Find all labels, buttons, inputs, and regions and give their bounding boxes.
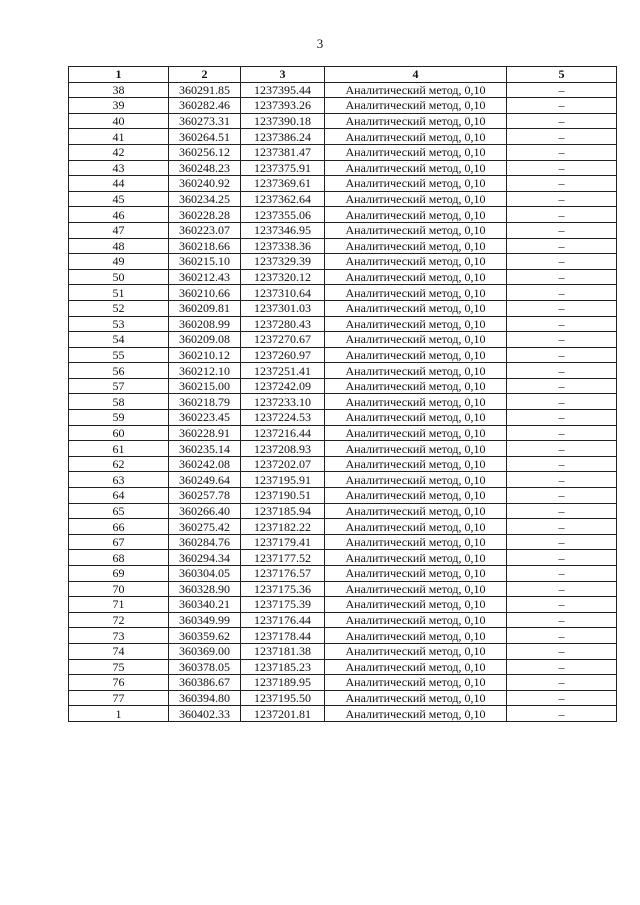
table-row — [69, 191, 617, 207]
table-cell-col-3: 1237338.36 — [241, 238, 325, 254]
table-cell-col-5: – — [507, 472, 617, 488]
table-cell-col-4: Аналитический метод, 0,10 — [325, 113, 507, 129]
table-cell-col-4: Аналитический метод, 0,10 — [325, 488, 507, 504]
table-cell-col-3: 1237224.53 — [241, 410, 325, 426]
table-cell-col-4: Аналитический метод, 0,10 — [325, 597, 507, 613]
table-cell-col-5: – — [507, 363, 617, 379]
table-cell-col-2: 360218.79 — [169, 394, 241, 410]
table-cell-col-2: 360282.46 — [169, 98, 241, 114]
table-cell-col-5: – — [507, 98, 617, 114]
table-cell-col-3: 1237381.47 — [241, 144, 325, 160]
table-cell-col-3: 1237346.95 — [241, 222, 325, 238]
table-cell-col-2: 360257.78 — [169, 488, 241, 504]
table-cell-col-1: 39 — [69, 98, 169, 114]
table-cell-col-4: Аналитический метод, 0,10 — [325, 207, 507, 223]
table-cell-col-4: Аналитический метод, 0,10 — [325, 566, 507, 582]
table-cell-col-2: 360284.76 — [169, 534, 241, 550]
table-row — [69, 300, 617, 316]
table-cell-col-2: 360235.14 — [169, 441, 241, 457]
table-row — [69, 597, 617, 613]
table-row — [69, 534, 617, 550]
table-cell-col-2: 360208.99 — [169, 316, 241, 332]
table-row — [69, 628, 617, 644]
table-cell-col-4: Аналитический метод, 0,10 — [325, 160, 507, 176]
table-cell-col-5: – — [507, 519, 617, 535]
table-cell-col-3: 1237260.97 — [241, 347, 325, 363]
table-row — [69, 82, 617, 98]
header-cell-2: 2 — [169, 67, 241, 83]
table-cell-col-2: 360215.10 — [169, 254, 241, 270]
table-row — [69, 566, 617, 582]
table-cell-col-4: Аналитический метод, 0,10 — [325, 503, 507, 519]
table-cell-col-4: Аналитический метод, 0,10 — [325, 129, 507, 145]
table-row — [69, 316, 617, 332]
table-row — [69, 456, 617, 472]
table-cell-col-4: Аналитический метод, 0,10 — [325, 612, 507, 628]
table-cell-col-3: 1237369.61 — [241, 176, 325, 192]
table-cell-col-1: 56 — [69, 363, 169, 379]
table-cell-col-5: – — [507, 597, 617, 613]
table-cell-col-4: Аналитический метод, 0,10 — [325, 425, 507, 441]
table-cell-col-3: 1237202.07 — [241, 456, 325, 472]
table-body — [69, 82, 617, 721]
table-cell-col-4: Аналитический метод, 0,10 — [325, 534, 507, 550]
table-cell-col-4: Аналитический метод, 0,10 — [325, 347, 507, 363]
table-cell-col-3: 1237185.23 — [241, 659, 325, 675]
table-cell-col-5: – — [507, 332, 617, 348]
table-cell-col-5: – — [507, 129, 617, 145]
table-cell-col-2: 360349.99 — [169, 612, 241, 628]
table-row — [69, 690, 617, 706]
table-cell-col-3: 1237320.12 — [241, 269, 325, 285]
table-cell-col-5: – — [507, 269, 617, 285]
table-row — [69, 285, 617, 301]
table-cell-col-3: 1237175.36 — [241, 581, 325, 597]
table-cell-col-3: 1237177.52 — [241, 550, 325, 566]
table-cell-col-2: 360386.67 — [169, 675, 241, 691]
table-cell-col-1: 51 — [69, 285, 169, 301]
header-cell-3: 3 — [241, 67, 325, 83]
table-cell-col-5: – — [507, 254, 617, 270]
table-cell-col-3: 1237216.44 — [241, 425, 325, 441]
table-cell-col-5: – — [507, 113, 617, 129]
table-cell-col-3: 1237195.50 — [241, 690, 325, 706]
table-cell-col-2: 360212.43 — [169, 269, 241, 285]
table-row — [69, 332, 617, 348]
table-cell-col-1: 75 — [69, 659, 169, 675]
table-cell-col-4: Аналитический метод, 0,10 — [325, 222, 507, 238]
table-cell-col-4: Аналитический метод, 0,10 — [325, 550, 507, 566]
table-cell-col-3: 1237242.09 — [241, 378, 325, 394]
table-cell-col-1: 72 — [69, 612, 169, 628]
table-cell-col-3: 1237182.22 — [241, 519, 325, 535]
table-cell-col-4: Аналитический метод, 0,10 — [325, 254, 507, 270]
table-row — [69, 643, 617, 659]
table-cell-col-1: 71 — [69, 597, 169, 613]
table-cell-col-2: 360223.07 — [169, 222, 241, 238]
table-cell-col-4: Аналитический метод, 0,10 — [325, 394, 507, 410]
table-cell-col-3: 1237176.57 — [241, 566, 325, 582]
table-row — [69, 612, 617, 628]
table-cell-col-4: Аналитический метод, 0,10 — [325, 269, 507, 285]
table-row — [69, 659, 617, 675]
table-cell-col-1: 57 — [69, 378, 169, 394]
table-cell-col-1: 74 — [69, 643, 169, 659]
table-cell-col-1: 77 — [69, 690, 169, 706]
table-cell-col-3: 1237386.24 — [241, 129, 325, 145]
table-cell-col-5: – — [507, 503, 617, 519]
table-cell-col-3: 1237189.95 — [241, 675, 325, 691]
table-cell-col-3: 1237185.94 — [241, 503, 325, 519]
table-cell-col-5: – — [507, 425, 617, 441]
table-cell-col-1: 64 — [69, 488, 169, 504]
table-cell-col-4: Аналитический метод, 0,10 — [325, 144, 507, 160]
table-cell-col-5: – — [507, 550, 617, 566]
table-cell-col-3: 1237301.03 — [241, 300, 325, 316]
table-cell-col-1: 41 — [69, 129, 169, 145]
table-cell-col-4: Аналитический метод, 0,10 — [325, 316, 507, 332]
table-cell-col-1: 50 — [69, 269, 169, 285]
table-cell-col-5: – — [507, 378, 617, 394]
table-cell-col-5: – — [507, 456, 617, 472]
table-cell-col-5: – — [507, 207, 617, 223]
table-cell-col-3: 1237362.64 — [241, 191, 325, 207]
table-row — [69, 98, 617, 114]
table-cell-col-3: 1237179.41 — [241, 534, 325, 550]
table-row — [69, 581, 617, 597]
table-cell-col-5: – — [507, 176, 617, 192]
table-cell-col-5: – — [507, 191, 617, 207]
table-cell-col-4: Аналитический метод, 0,10 — [325, 581, 507, 597]
table-cell-col-3: 1237251.41 — [241, 363, 325, 379]
table-cell-col-3: 1237175.39 — [241, 597, 325, 613]
table-cell-col-4: Аналитический метод, 0,10 — [325, 238, 507, 254]
table-cell-col-3: 1237355.06 — [241, 207, 325, 223]
table-cell-col-1: 65 — [69, 503, 169, 519]
table-cell-col-1: 69 — [69, 566, 169, 582]
table-cell-col-4: Аналитический метод, 0,10 — [325, 659, 507, 675]
table-cell-col-2: 360209.08 — [169, 332, 241, 348]
table-cell-col-5: – — [507, 144, 617, 160]
table-row — [69, 176, 617, 192]
table-row — [69, 347, 617, 363]
header-row — [69, 67, 617, 83]
table-cell-col-2: 360291.85 — [169, 82, 241, 98]
table-cell-col-2: 360275.42 — [169, 519, 241, 535]
table-cell-col-5: – — [507, 612, 617, 628]
table-cell-col-1: 67 — [69, 534, 169, 550]
table-cell-col-4: Аналитический метод, 0,10 — [325, 675, 507, 691]
table-cell-col-2: 360242.08 — [169, 456, 241, 472]
table-cell-col-3: 1237195.91 — [241, 472, 325, 488]
table-cell-col-3: 1237310.64 — [241, 285, 325, 301]
table-cell-col-1: 49 — [69, 254, 169, 270]
table-cell-col-2: 360215.00 — [169, 378, 241, 394]
table-cell-col-5: – — [507, 441, 617, 457]
table-cell-col-4: Аналитический метод, 0,10 — [325, 285, 507, 301]
table-row — [69, 425, 617, 441]
table-cell-col-5: – — [507, 394, 617, 410]
table-cell-col-4: Аналитический метод, 0,10 — [325, 363, 507, 379]
table-row — [69, 550, 617, 566]
table-cell-col-2: 360228.28 — [169, 207, 241, 223]
table-cell-col-2: 360359.62 — [169, 628, 241, 644]
table-cell-col-2: 360402.33 — [169, 706, 241, 722]
table-cell-col-1: 42 — [69, 144, 169, 160]
coordinates-table — [68, 66, 617, 722]
table-cell-col-2: 360248.23 — [169, 160, 241, 176]
table-row — [69, 488, 617, 504]
table-cell-col-1: 38 — [69, 82, 169, 98]
table-cell-col-1: 60 — [69, 425, 169, 441]
table-cell-col-4: Аналитический метод, 0,10 — [325, 441, 507, 457]
table-cell-col-4: Аналитический метод, 0,10 — [325, 519, 507, 535]
table-cell-col-5: – — [507, 222, 617, 238]
table-row — [69, 238, 617, 254]
table-cell-col-2: 360210.66 — [169, 285, 241, 301]
table-row — [69, 706, 617, 722]
table-cell-col-4: Аналитический метод, 0,10 — [325, 191, 507, 207]
table-row — [69, 129, 617, 145]
table-cell-col-4: Аналитический метод, 0,10 — [325, 410, 507, 426]
header-cell-5: 5 — [507, 67, 617, 83]
table-cell-col-5: – — [507, 659, 617, 675]
table-cell-col-1: 52 — [69, 300, 169, 316]
table-row — [69, 410, 617, 426]
table-cell-col-4: Аналитический метод, 0,10 — [325, 332, 507, 348]
table-cell-col-1: 73 — [69, 628, 169, 644]
table-cell-col-5: – — [507, 488, 617, 504]
table-cell-col-2: 360304.05 — [169, 566, 241, 582]
table-row — [69, 207, 617, 223]
table-row — [69, 222, 617, 238]
table-cell-col-1: 53 — [69, 316, 169, 332]
table-cell-col-3: 1237280.43 — [241, 316, 325, 332]
table-cell-col-5: – — [507, 285, 617, 301]
table-cell-col-5: – — [507, 82, 617, 98]
table-cell-col-4: Аналитический метод, 0,10 — [325, 456, 507, 472]
table-cell-col-5: – — [507, 581, 617, 597]
table-cell-col-3: 1237393.26 — [241, 98, 325, 114]
table-cell-col-3: 1237375.91 — [241, 160, 325, 176]
table-cell-col-1: 47 — [69, 222, 169, 238]
table-cell-col-1: 70 — [69, 581, 169, 597]
table-cell-col-4: Аналитический метод, 0,10 — [325, 378, 507, 394]
table-cell-col-1: 58 — [69, 394, 169, 410]
table-cell-col-2: 360210.12 — [169, 347, 241, 363]
table-cell-col-5: – — [507, 410, 617, 426]
table-cell-col-4: Аналитический метод, 0,10 — [325, 643, 507, 659]
table-cell-col-2: 360340.21 — [169, 597, 241, 613]
table-cell-col-4: Аналитический метод, 0,10 — [325, 706, 507, 722]
table-cell-col-3: 1237178.44 — [241, 628, 325, 644]
table-cell-col-1: 1 — [69, 706, 169, 722]
table-cell-col-2: 360369.00 — [169, 643, 241, 659]
table-row — [69, 394, 617, 410]
table-cell-col-3: 1237208.93 — [241, 441, 325, 457]
table-row — [69, 503, 617, 519]
table-cell-col-5: – — [507, 690, 617, 706]
table-cell-col-1: 43 — [69, 160, 169, 176]
table-cell-col-1: 45 — [69, 191, 169, 207]
table-cell-col-2: 360249.64 — [169, 472, 241, 488]
table-cell-col-4: Аналитический метод, 0,10 — [325, 98, 507, 114]
table-cell-col-2: 360328.90 — [169, 581, 241, 597]
table-cell-col-3: 1237201.81 — [241, 706, 325, 722]
table-cell-col-5: – — [507, 675, 617, 691]
table-cell-col-1: 59 — [69, 410, 169, 426]
table-cell-col-5: – — [507, 300, 617, 316]
table-cell-col-5: – — [507, 347, 617, 363]
table-cell-col-5: – — [507, 160, 617, 176]
table-row — [69, 160, 617, 176]
table-row — [69, 113, 617, 129]
table-row — [69, 269, 617, 285]
table-cell-col-2: 360234.25 — [169, 191, 241, 207]
table-cell-col-2: 360266.40 — [169, 503, 241, 519]
table-cell-col-2: 360256.12 — [169, 144, 241, 160]
page-number: 3 — [316, 36, 324, 51]
table-cell-col-1: 48 — [69, 238, 169, 254]
table-header — [69, 67, 617, 83]
table-cell-col-5: – — [507, 706, 617, 722]
table-cell-col-4: Аналитический метод, 0,10 — [325, 628, 507, 644]
table-cell-col-2: 360218.66 — [169, 238, 241, 254]
table-cell-col-2: 360228.91 — [169, 425, 241, 441]
table-cell-col-2: 360273.31 — [169, 113, 241, 129]
table-cell-col-1: 63 — [69, 472, 169, 488]
table-cell-col-3: 1237329.39 — [241, 254, 325, 270]
table-row — [69, 472, 617, 488]
table-cell-col-3: 1237176.44 — [241, 612, 325, 628]
table-row — [69, 144, 617, 160]
header-cell-4: 4 — [325, 67, 507, 83]
table-cell-col-4: Аналитический метод, 0,10 — [325, 176, 507, 192]
table-cell-col-1: 55 — [69, 347, 169, 363]
table-cell-col-5: – — [507, 238, 617, 254]
table-row — [69, 441, 617, 457]
table-cell-col-1: 61 — [69, 441, 169, 457]
header-cell-1: 1 — [69, 67, 169, 83]
table-cell-col-5: – — [507, 628, 617, 644]
table-cell-col-1: 76 — [69, 675, 169, 691]
table-cell-col-3: 1237390.18 — [241, 113, 325, 129]
table-cell-col-3: 1237190.51 — [241, 488, 325, 504]
table-row — [69, 378, 617, 394]
table-cell-col-4: Аналитический метод, 0,10 — [325, 690, 507, 706]
table-cell-col-3: 1237181.38 — [241, 643, 325, 659]
table-cell-col-2: 360240.92 — [169, 176, 241, 192]
table-cell-col-5: – — [507, 316, 617, 332]
table-row — [69, 519, 617, 535]
table-cell-col-1: 46 — [69, 207, 169, 223]
table-row — [69, 675, 617, 691]
table-cell-col-3: 1237270.67 — [241, 332, 325, 348]
table-cell-col-2: 360378.05 — [169, 659, 241, 675]
table-cell-col-2: 360394.80 — [169, 690, 241, 706]
table-cell-col-5: – — [507, 534, 617, 550]
table-cell-col-2: 360212.10 — [169, 363, 241, 379]
table-cell-col-3: 1237233.10 — [241, 394, 325, 410]
table-cell-col-1: 62 — [69, 456, 169, 472]
table-cell-col-4: Аналитический метод, 0,10 — [325, 472, 507, 488]
table-cell-col-2: 360223.45 — [169, 410, 241, 426]
table-cell-col-5: – — [507, 643, 617, 659]
table-cell-col-3: 1237395.44 — [241, 82, 325, 98]
table-cell-col-1: 44 — [69, 176, 169, 192]
table-cell-col-1: 40 — [69, 113, 169, 129]
table-cell-col-5: – — [507, 566, 617, 582]
table-cell-col-1: 68 — [69, 550, 169, 566]
table-row — [69, 254, 617, 270]
table-cell-col-4: Аналитический метод, 0,10 — [325, 82, 507, 98]
table-cell-col-1: 54 — [69, 332, 169, 348]
table-cell-col-4: Аналитический метод, 0,10 — [325, 300, 507, 316]
table-cell-col-1: 66 — [69, 519, 169, 535]
table-cell-col-2: 360294.34 — [169, 550, 241, 566]
table-cell-col-2: 360209.81 — [169, 300, 241, 316]
table-row — [69, 363, 617, 379]
table-cell-col-2: 360264.51 — [169, 129, 241, 145]
